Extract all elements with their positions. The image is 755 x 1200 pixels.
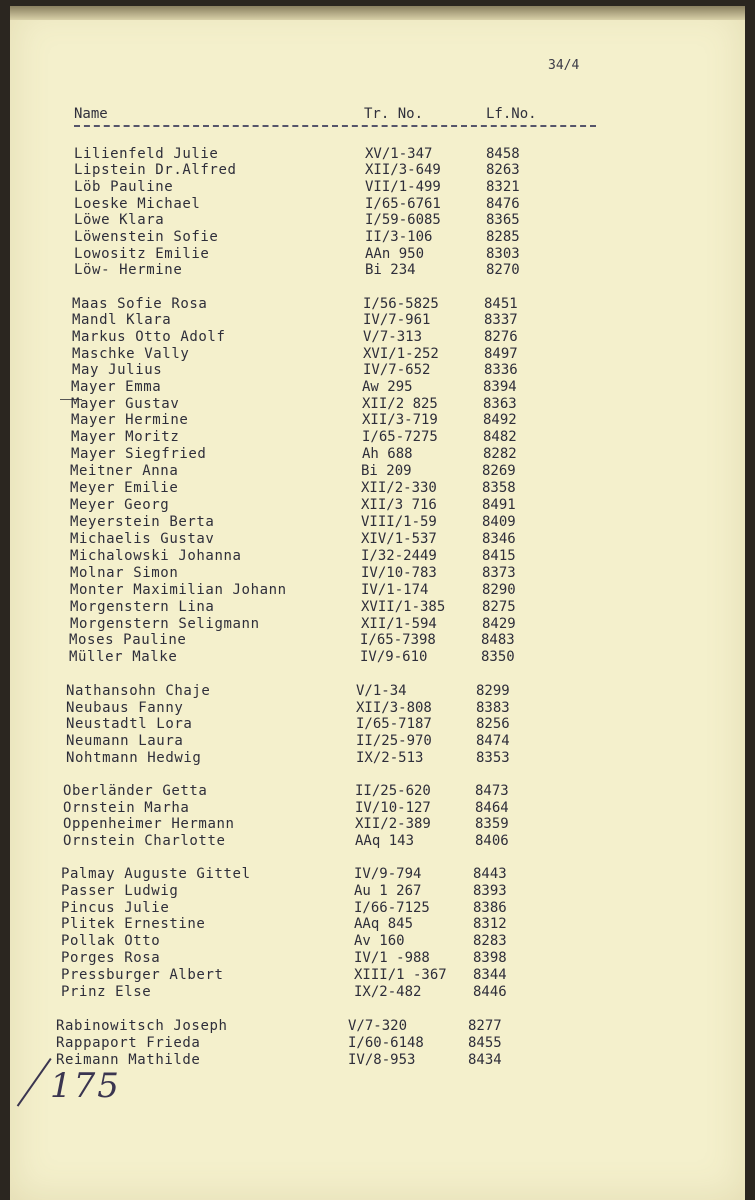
list-number: 8263 <box>486 162 520 178</box>
person-name: Mayer Hermine <box>71 412 189 428</box>
person-name: Reimann Mathilde <box>56 1052 201 1068</box>
list-number: 8409 <box>482 514 516 530</box>
list-row <box>10 632 745 649</box>
person-name: Michalowski Johanna <box>70 548 242 564</box>
person-name: Morgenstern Seligmann <box>70 616 260 632</box>
list-row <box>10 446 745 463</box>
header-name: Name <box>74 106 108 122</box>
transport-number: I/59-6085 <box>365 212 441 228</box>
transport-number: AAq 845 <box>354 916 414 932</box>
transport-number: V/7-320 <box>348 1018 408 1034</box>
transport-number: XIV/1-537 <box>361 531 437 547</box>
list-number: 8393 <box>473 883 507 899</box>
list-number: 8415 <box>482 548 516 564</box>
transport-number: XII/3 716 <box>361 497 437 513</box>
list-number: 8363 <box>483 396 517 412</box>
list-row <box>10 497 745 514</box>
person-name: Meitner Anna <box>70 463 179 479</box>
list-number: 8321 <box>486 179 520 195</box>
list-row <box>10 179 745 196</box>
person-name: Meyer Emilie <box>70 480 179 496</box>
transport-number: XII/3-719 <box>362 412 438 428</box>
transport-number: XII/3-808 <box>356 700 432 716</box>
transport-number: I/65-7398 <box>360 632 436 648</box>
list-number: 8336 <box>484 362 518 378</box>
person-name: Monter Maximilian Johann <box>70 582 287 598</box>
list-number: 8398 <box>473 950 507 966</box>
list-row <box>10 379 745 396</box>
list-row <box>10 616 745 633</box>
person-name: Pressburger Albert <box>61 967 224 983</box>
list-number: 8359 <box>475 816 509 832</box>
transport-number: IV/10-127 <box>355 800 431 816</box>
list-number: 8269 <box>482 463 516 479</box>
person-name: Pincus Julie <box>61 900 170 916</box>
person-name: Löb Pauline <box>74 179 174 195</box>
transport-number: I/32-2449 <box>361 548 437 564</box>
transport-number: II/25-620 <box>355 783 431 799</box>
header-rule <box>74 125 596 127</box>
person-name: Morgenstern Lina <box>70 599 215 615</box>
list-row <box>10 346 745 363</box>
transport-number: XIII/1 -367 <box>354 967 447 983</box>
person-name: May Julius <box>72 362 163 378</box>
transport-number: IV/9-610 <box>360 649 428 665</box>
list-row <box>10 716 745 733</box>
person-name: Molnar Simon <box>70 565 179 581</box>
person-name: Nathansohn Chaje <box>66 683 211 699</box>
person-name: Neumann Laura <box>66 733 184 749</box>
person-name: Neubaus Fanny <box>66 700 184 716</box>
person-name: Porges Rosa <box>61 950 161 966</box>
list-number: 8270 <box>486 262 520 278</box>
list-row <box>10 649 745 666</box>
list-number: 8282 <box>483 446 517 462</box>
list-number: 8373 <box>482 565 516 581</box>
list-number: 8277 <box>468 1018 502 1034</box>
person-name: Lilienfeld Julie <box>74 146 219 162</box>
transport-number: Ah 688 <box>362 446 413 462</box>
list-row <box>10 1035 745 1052</box>
list-number: 8473 <box>475 783 509 799</box>
transport-number: I/60-6148 <box>348 1035 424 1051</box>
person-name: Mayer Siegfried <box>71 446 207 462</box>
person-name: Maas Sofie Rosa <box>72 296 208 312</box>
list-number: 8275 <box>482 599 516 615</box>
list-number: 8455 <box>468 1035 502 1051</box>
list-number: 8383 <box>476 700 510 716</box>
person-name: Löwenstein Sofie <box>74 229 219 245</box>
person-name: Passer Ludwig <box>61 883 179 899</box>
transport-number: IV/1 -988 <box>354 950 430 966</box>
list-number: 8337 <box>484 312 518 328</box>
list-row <box>10 683 745 700</box>
list-row <box>10 429 745 446</box>
list-row <box>10 565 745 582</box>
person-name: Palmay Auguste Gittel <box>61 866 251 882</box>
transport-number: IX/2-513 <box>356 750 424 766</box>
list-row <box>10 1018 745 1035</box>
list-row <box>10 463 745 480</box>
transport-number: I/66-7125 <box>354 900 430 916</box>
list-row <box>10 599 745 616</box>
person-name: Mayer Moritz <box>71 429 180 445</box>
list-row <box>10 866 745 883</box>
transport-number: IV/7-961 <box>363 312 431 328</box>
list-row <box>10 196 745 213</box>
list-row <box>10 933 745 950</box>
list-row <box>10 900 745 917</box>
transport-number: I/56-5825 <box>363 296 439 312</box>
list-number: 8283 <box>473 933 507 949</box>
transport-number: IV/10-783 <box>361 565 437 581</box>
list-row <box>10 967 745 984</box>
person-name: Prinz Else <box>61 984 152 1000</box>
person-name: Plitek Ernestine <box>61 916 206 932</box>
transport-number: XVI/1-252 <box>363 346 439 362</box>
list-number: 8344 <box>473 967 507 983</box>
list-row <box>10 833 745 850</box>
transport-number: Bi 209 <box>361 463 412 479</box>
list-number: 8464 <box>475 800 509 816</box>
transport-number: II/3-106 <box>365 229 433 245</box>
list-row <box>10 750 745 767</box>
document-page <box>10 6 745 1200</box>
transport-number: II/25-970 <box>356 733 432 749</box>
list-number: 8299 <box>476 683 510 699</box>
transport-number: Bi 234 <box>365 262 416 278</box>
list-number: 8350 <box>481 649 515 665</box>
transport-number: XII/3-649 <box>365 162 441 178</box>
list-number: 8497 <box>484 346 518 362</box>
list-row <box>10 362 745 379</box>
person-name: Markus Otto Adolf <box>72 329 226 345</box>
list-number: 8312 <box>473 916 507 932</box>
list-row <box>10 984 745 1001</box>
page-number: 34/4 <box>548 58 580 73</box>
handwritten-number: 175 <box>50 1066 121 1106</box>
list-row <box>10 514 745 531</box>
transport-number: XVII/1-385 <box>361 599 446 615</box>
person-name: Nohtmann Hedwig <box>66 750 202 766</box>
list-number: 8346 <box>482 531 516 547</box>
torn-top-edge <box>10 6 745 20</box>
transport-number: Av 160 <box>354 933 405 949</box>
list-number: 8482 <box>483 429 517 445</box>
list-row <box>10 229 745 246</box>
person-name: Löwe Klara <box>74 212 165 228</box>
list-number: 8476 <box>486 196 520 212</box>
person-name: Rappaport Frieda <box>56 1035 201 1051</box>
list-number: 8406 <box>475 833 509 849</box>
transport-number: XII/1-594 <box>361 616 437 632</box>
list-number: 8285 <box>486 229 520 245</box>
transport-number: XV/1-347 <box>365 146 433 162</box>
list-number: 8492 <box>483 412 517 428</box>
list-number: 8458 <box>486 146 520 162</box>
list-number: 8434 <box>468 1052 502 1068</box>
list-number: 8256 <box>476 716 510 732</box>
list-row <box>10 700 745 717</box>
transport-number: IV/8-953 <box>348 1052 416 1068</box>
list-row <box>10 531 745 548</box>
list-row <box>10 162 745 179</box>
transport-number: I/65-7275 <box>362 429 438 445</box>
list-row <box>10 329 745 346</box>
person-name: Ornstein Marha <box>63 800 190 816</box>
list-number: 8276 <box>484 329 518 345</box>
person-name: Oppenheimer Hermann <box>63 816 235 832</box>
list-row <box>10 246 745 263</box>
transport-number: VII/1-499 <box>365 179 441 195</box>
list-row <box>10 883 745 900</box>
transport-number: XII/2-330 <box>361 480 437 496</box>
person-name: Michaelis Gustav <box>70 531 215 547</box>
transport-number: Au 1 267 <box>354 883 422 899</box>
transport-number: I/65-6761 <box>365 196 441 212</box>
list-row <box>10 212 745 229</box>
transport-number: V/1-34 <box>356 683 407 699</box>
list-number: 8443 <box>473 866 507 882</box>
list-row <box>10 733 745 750</box>
list-number: 8386 <box>473 900 507 916</box>
person-name: Lowositz Emilie <box>74 246 210 262</box>
transport-number: IV/9-794 <box>354 866 422 882</box>
person-name: Moses Pauline <box>69 632 187 648</box>
list-number: 8491 <box>482 497 516 513</box>
list-number: 8358 <box>482 480 516 496</box>
list-number: 8290 <box>482 582 516 598</box>
transport-number: I/65-7187 <box>356 716 432 732</box>
list-row <box>10 312 745 329</box>
transport-number: IV/7-652 <box>363 362 431 378</box>
list-number: 8303 <box>486 246 520 262</box>
list-row <box>10 480 745 497</box>
transport-number: AAq 143 <box>355 833 415 849</box>
list-number: 8451 <box>484 296 518 312</box>
person-name: Pollak Otto <box>61 933 161 949</box>
person-name: Maschke Vally <box>72 346 190 362</box>
header-tr-no: Tr. No. <box>364 106 424 122</box>
list-row <box>10 916 745 933</box>
transport-number: AAn 950 <box>365 246 425 262</box>
list-number: 8353 <box>476 750 510 766</box>
list-row <box>10 582 745 599</box>
person-name: Müller Malke <box>69 649 178 665</box>
list-row <box>10 950 745 967</box>
person-name: Löw- Hermine <box>74 262 183 278</box>
list-number: 8483 <box>481 632 515 648</box>
list-row <box>10 548 745 565</box>
person-name: Mayer Gustav <box>71 396 180 412</box>
person-name: Ornstein Charlotte <box>63 833 226 849</box>
person-name: Meyerstein Berta <box>70 514 215 530</box>
person-name: Lipstein Dr.Alfred <box>74 162 237 178</box>
list-row <box>10 396 745 413</box>
list-row <box>10 146 745 163</box>
person-name: Loeske Michael <box>74 196 201 212</box>
person-name: Meyer Georg <box>70 497 170 513</box>
list-row <box>10 800 745 817</box>
transport-number: IV/1-174 <box>361 582 429 598</box>
list-row <box>10 412 745 429</box>
list-row <box>10 783 745 800</box>
person-name: Mayer Emma <box>71 379 162 395</box>
transport-number: IX/2-482 <box>354 984 422 1000</box>
transport-number: Aw 295 <box>362 379 413 395</box>
list-row <box>10 816 745 833</box>
transport-number: XII/2-389 <box>355 816 431 832</box>
list-row <box>10 262 745 279</box>
list-row <box>10 296 745 313</box>
list-number: 8365 <box>486 212 520 228</box>
transport-number: XII/2 825 <box>362 396 438 412</box>
list-number: 8474 <box>476 733 510 749</box>
list-number: 8394 <box>483 379 517 395</box>
person-name: Rabinowitsch Joseph <box>56 1018 228 1034</box>
list-number: 8446 <box>473 984 507 1000</box>
transport-number: V/7-313 <box>363 329 423 345</box>
person-name: Mandl Klara <box>72 312 172 328</box>
person-name: Oberländer Getta <box>63 783 208 799</box>
list-number: 8429 <box>482 616 516 632</box>
header-lf-no: Lf.No. <box>486 106 537 122</box>
transport-number: VIII/1-59 <box>361 514 437 530</box>
person-name: Neustadtl Lora <box>66 716 193 732</box>
